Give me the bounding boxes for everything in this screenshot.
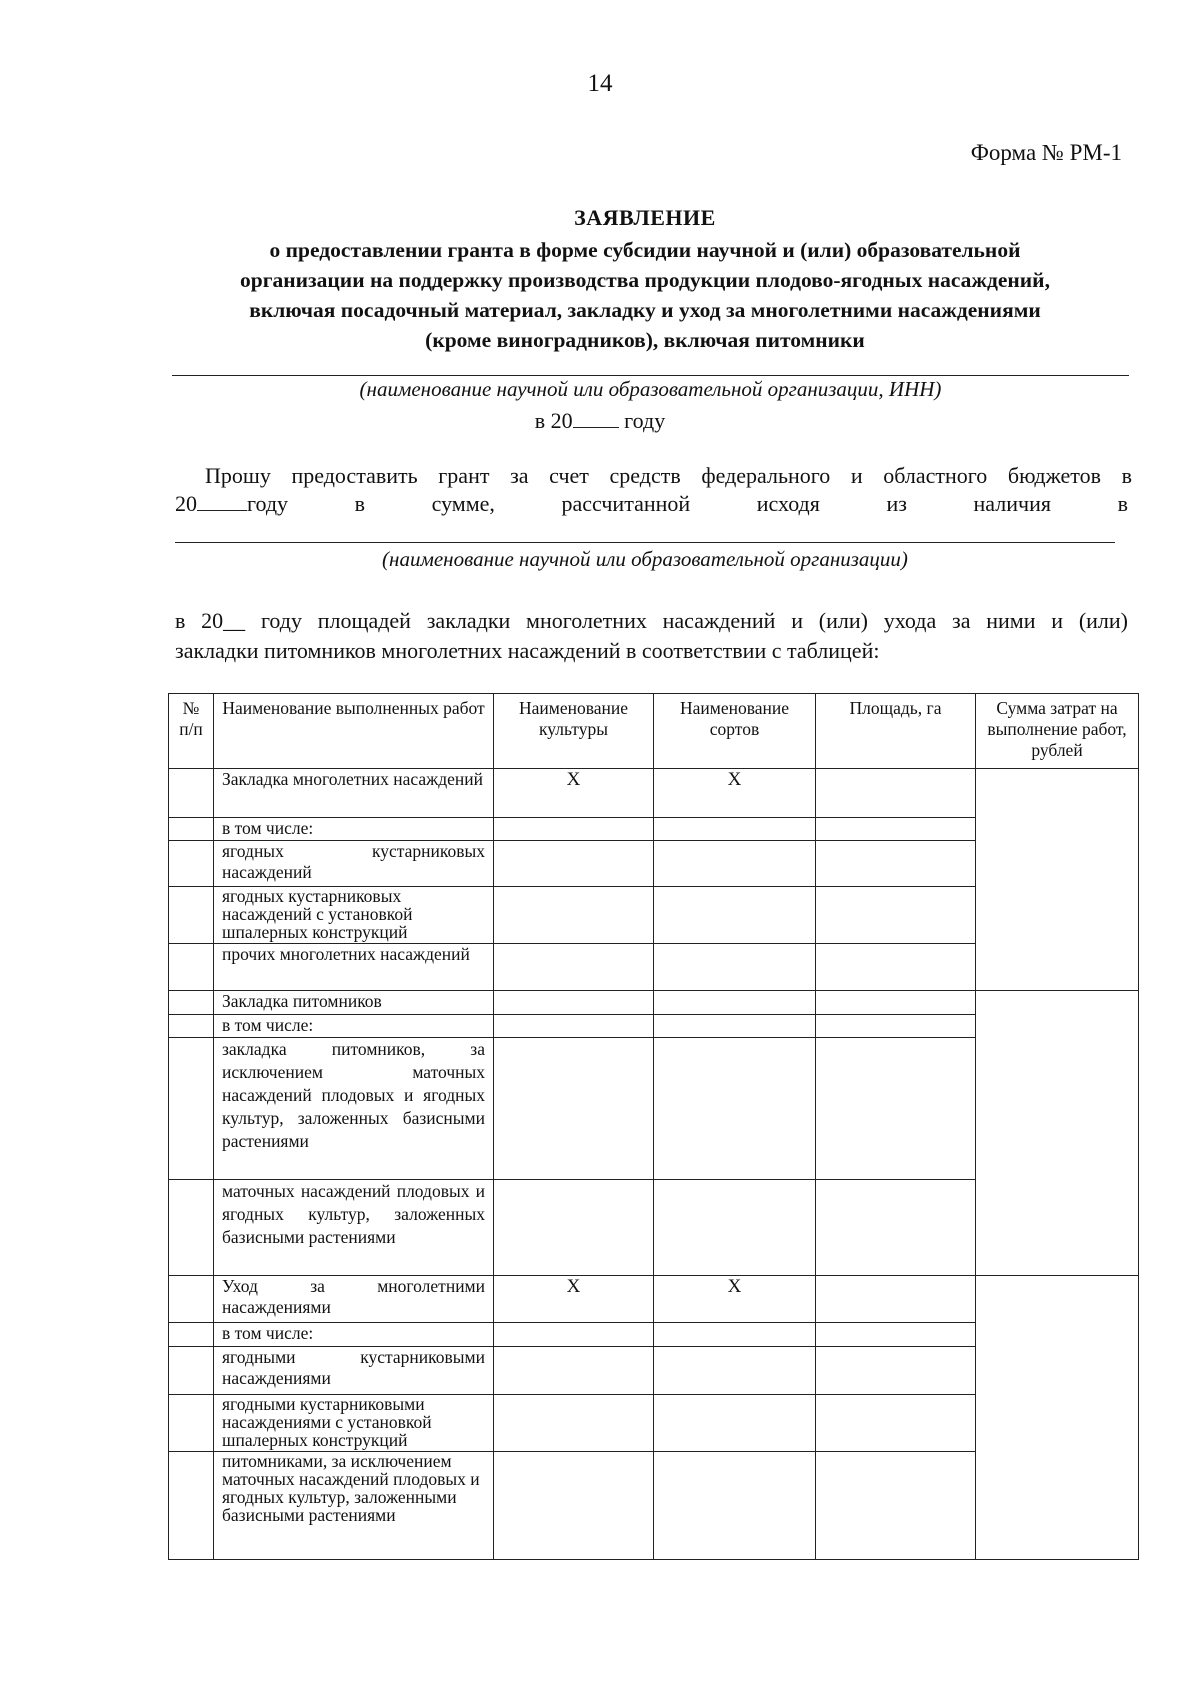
cell-varieties[interactable]: [654, 1452, 816, 1560]
year-blank[interactable]: [573, 409, 619, 428]
cell-num[interactable]: [169, 1323, 214, 1347]
request-word: в: [354, 491, 366, 516]
cell-varieties[interactable]: [654, 1323, 816, 1347]
year-prefix: в 20: [534, 408, 573, 433]
year-line: [0, 408, 1200, 434]
org-inn-caption: (наименование научной или образовательной организации, ИНН): [359, 377, 942, 401]
org-name-field-2[interactable]: [175, 542, 1115, 543]
request-line-4: закладки питомников многолетних насаждений в соответствии с таблицей:: [175, 638, 880, 663]
cell-varieties[interactable]: [654, 1347, 816, 1395]
cell-num[interactable]: [169, 841, 214, 887]
cell-varieties[interactable]: [654, 944, 816, 991]
cell-area[interactable]: [816, 1395, 976, 1452]
cell-area[interactable]: [816, 1452, 976, 1560]
cell-area[interactable]: [816, 991, 976, 1015]
header-num: № п/п: [169, 694, 214, 769]
cell-culture: Х: [494, 769, 654, 818]
table-row: [169, 1276, 1139, 1323]
cell-area[interactable]: [816, 1180, 976, 1276]
cell-varieties[interactable]: [654, 1038, 816, 1180]
cell-area[interactable]: [816, 1323, 976, 1347]
cell-work: Закладка питомников: [214, 991, 494, 1015]
table-row: [169, 991, 1139, 1015]
cell-area[interactable]: [816, 841, 976, 887]
cell-num[interactable]: [169, 1015, 214, 1038]
request-line-3: в 20__ году площадей закладки многолетних насаждений и (или) ухода за ними и (или): [175, 608, 1128, 633]
cell-culture[interactable]: [494, 991, 654, 1015]
request-line-2: [175, 491, 1128, 517]
cell-num[interactable]: [169, 887, 214, 944]
cell-area[interactable]: [816, 887, 976, 944]
org-name-field[interactable]: [172, 375, 1129, 376]
cell-num[interactable]: [169, 1276, 214, 1323]
cell-cost[interactable]: [976, 769, 1139, 991]
cell-area[interactable]: [816, 944, 976, 991]
document-title: [140, 203, 1150, 355]
title-line: организации на поддержку производства продукции плодово-ягодных насаждений,: [240, 268, 1050, 292]
cell-cost[interactable]: [976, 991, 1139, 1276]
request-word: наличия: [973, 491, 1051, 516]
cell-num[interactable]: [169, 1180, 214, 1276]
cell-num[interactable]: [169, 944, 214, 991]
cell-area[interactable]: [816, 769, 976, 818]
cell-work: маточных насаждений плодовых и ягодных культур, заложенных базисными растениями: [214, 1180, 494, 1276]
request-word: из: [886, 491, 907, 516]
cell-culture[interactable]: [494, 887, 654, 944]
cell-work: Закладка многолетних насаждений: [214, 769, 494, 818]
year-blank[interactable]: [197, 492, 247, 511]
cell-num[interactable]: [169, 769, 214, 818]
cell-num[interactable]: [169, 1395, 214, 1452]
title-line: о предоставлении гранта в форме субсидии научной и (или) образовательной: [269, 238, 1021, 262]
cell-num[interactable]: [169, 818, 214, 841]
cell-culture[interactable]: [494, 1038, 654, 1180]
request-word: исходя: [756, 491, 820, 516]
cell-area[interactable]: [816, 818, 976, 841]
request-word: в: [1117, 491, 1128, 516]
cell-work: ягодных кустарниковых насаждений: [214, 841, 494, 887]
cell-varieties: Х: [654, 1276, 816, 1323]
cell-varieties: Х: [654, 769, 816, 818]
cell-culture[interactable]: [494, 818, 654, 841]
cell-culture[interactable]: [494, 1015, 654, 1038]
table-row: [169, 769, 1139, 818]
year-suffix: году: [624, 408, 666, 433]
works-table: [168, 693, 1139, 1560]
header-cost: Сумма затрат на выполнение работ, рублей: [976, 694, 1139, 769]
header-culture: Наименование культуры: [494, 694, 654, 769]
cell-num[interactable]: [169, 1347, 214, 1395]
request-line-1: Прошу предоставить грант за счет средств федерального и областного бюджетов в: [205, 463, 1132, 488]
cell-work: в том числе:: [214, 1015, 494, 1038]
cell-work: Уход за многолетними насаждениями: [214, 1276, 494, 1323]
cell-work: ягодными кустарниковыми насаждениями с установкой шпалерных конструкций: [214, 1395, 494, 1452]
cell-culture: Х: [494, 1276, 654, 1323]
title-heading: ЗАЯВЛЕНИЕ: [574, 205, 716, 230]
org-caption: (наименование научной или образовательной организации): [382, 547, 908, 571]
cell-varieties[interactable]: [654, 1015, 816, 1038]
cell-varieties[interactable]: [654, 818, 816, 841]
title-line: включая посадочный материал, закладку и уход за многолетними насаждениями: [249, 298, 1041, 322]
cell-num[interactable]: [169, 991, 214, 1015]
request-word: рассчитанной: [561, 491, 691, 516]
page-number: 14: [587, 70, 613, 97]
cell-varieties[interactable]: [654, 1395, 816, 1452]
header-area: Площадь, га: [816, 694, 976, 769]
cell-work: в том числе:: [214, 818, 494, 841]
cell-work: ягодными кустарниковыми насаждениями: [214, 1347, 494, 1395]
request-word: 20 году: [175, 491, 289, 516]
cell-culture[interactable]: [494, 1452, 654, 1560]
cell-cost[interactable]: [976, 1276, 1139, 1560]
cell-varieties[interactable]: [654, 991, 816, 1015]
cell-area[interactable]: [816, 1347, 976, 1395]
header-work: Наименование выполненных работ: [214, 694, 494, 769]
cell-work: ягодных кустарниковых насаждений с установкой шпалерных конструкций: [214, 887, 494, 944]
cell-varieties[interactable]: [654, 841, 816, 887]
cell-work: в том числе:: [214, 1323, 494, 1347]
cell-num[interactable]: [169, 1038, 214, 1180]
cell-area[interactable]: [816, 1015, 976, 1038]
cell-culture[interactable]: [494, 1180, 654, 1276]
cell-work: питомниками, за исключением маточных насаждений плодовых и ягодных культур, заложенными базисными растениями: [214, 1452, 494, 1560]
cell-culture[interactable]: [494, 1347, 654, 1395]
form-number: Форма № РМ-1: [970, 140, 1122, 165]
request-word: сумме,: [431, 491, 495, 516]
header-varieties: Наименование сортов: [654, 694, 816, 769]
cell-work: прочих многолетних насаждений: [214, 944, 494, 991]
cell-culture[interactable]: [494, 944, 654, 991]
title-line: (кроме виноградников), включая питомники: [425, 328, 865, 352]
cell-culture[interactable]: [494, 841, 654, 887]
cell-area[interactable]: [816, 1276, 976, 1323]
cell-culture[interactable]: [494, 1395, 654, 1452]
cell-num[interactable]: [169, 1452, 214, 1560]
cell-culture[interactable]: [494, 1323, 654, 1347]
cell-work: закладка питомников, за исключением маточных насаждений плодовых и ягодных культур, заложенных базисными растениями: [214, 1038, 494, 1180]
cell-varieties[interactable]: [654, 1180, 816, 1276]
cell-area[interactable]: [816, 1038, 976, 1180]
cell-varieties[interactable]: [654, 887, 816, 944]
